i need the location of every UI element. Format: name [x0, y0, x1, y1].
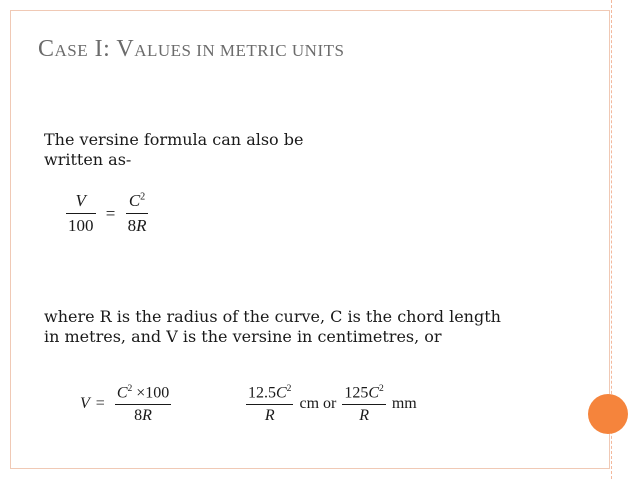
definition-line-1: where R is the radius of the curve, C is the chord length: [44, 307, 501, 326]
definition-paragraph: [44, 307, 501, 347]
versine-equation: $\frac{V}{100}$ = $\frac{C^2}{8R}$: [68, 191, 147, 235]
slide-title: CASE I: VALUES IN METRIC UNITS: [38, 36, 345, 62]
fraction-mm: $\frac{125C^2}{R}$: [344, 383, 384, 425]
rhs-fraction: $\frac{C^2}{8R}$: [127, 191, 147, 235]
versine-equation-units: $\frac{12.5C^2}{R}$ cm or $\frac{125C^2}{R}$ mm: [248, 383, 417, 425]
lhs-fraction: $\frac{V}{100}$: [68, 191, 94, 235]
cm-fraction: $\frac{C^2 \times 100}{8R}$: [116, 383, 170, 425]
fraction-cm: $\frac{12.5C^2}{R}$: [248, 383, 292, 425]
versine-equation-cm: V = $\frac{C^2 \times 100}{8R}$: [80, 383, 170, 425]
intro-paragraph: [44, 130, 303, 170]
intro-line-1: The versine formula can also be: [44, 130, 304, 149]
definition-line-2: in metres, and V is the versine in centimetres, or: [44, 327, 442, 346]
accent-circle: [588, 394, 628, 434]
intro-line-2: written as-: [44, 150, 132, 169]
